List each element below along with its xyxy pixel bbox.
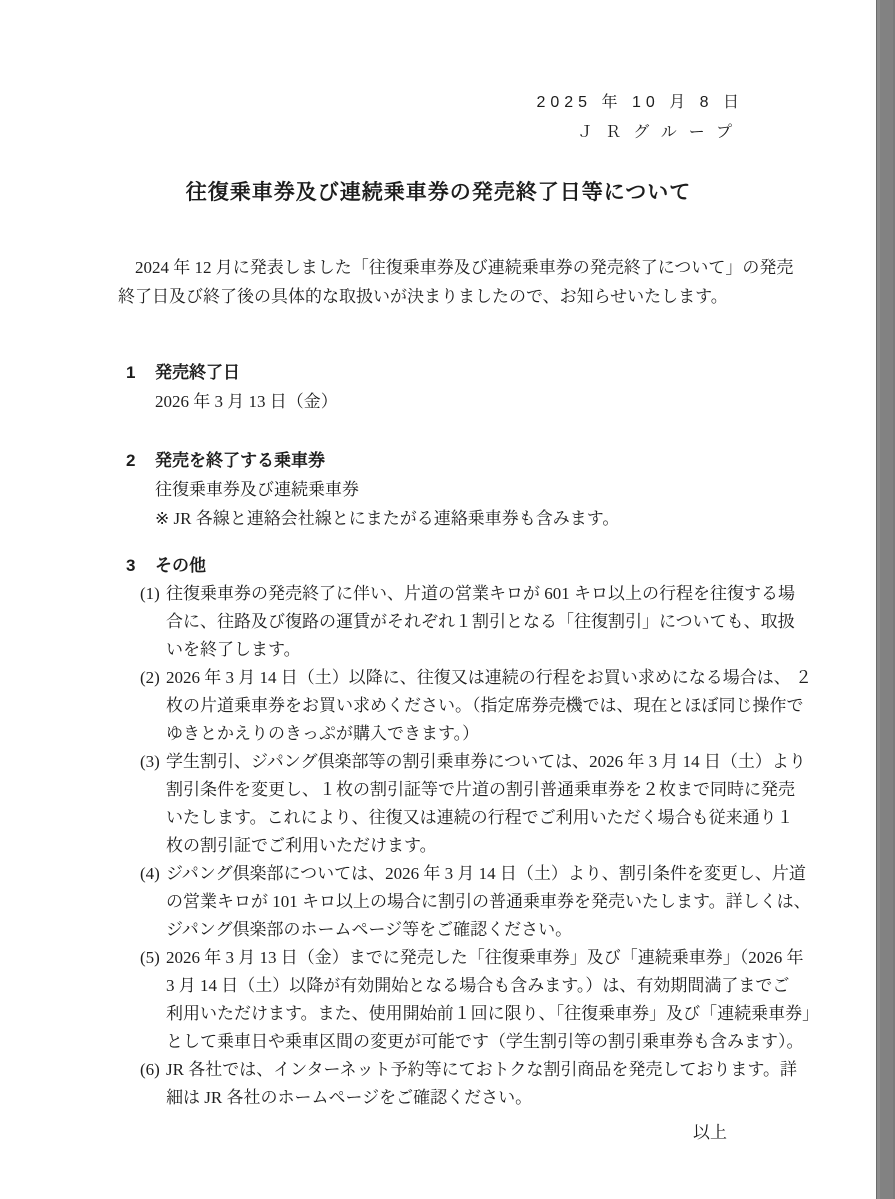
item-line: JR 各社では、インターネット予約等にておトクな割引商品を発売しております。詳 (166, 1060, 797, 1079)
list-item (140, 860, 877, 944)
item-line: 枚の片道乗車券をお買い求めください。（指定席券売機では、現在とほぼ同じ操作で (166, 696, 804, 715)
section-title: 発売終了日 (155, 363, 240, 382)
item-line: 細は JR 各社のホームページをご確認ください。 (166, 1088, 533, 1107)
item-line: 2026 年 3 月 14 日（土）以降に、往復又は連続の行程をお買い求めになる場合は、 ２ (166, 668, 812, 687)
item-line: として乗車日や乗車区間の変更が可能です（学生割引等の割引乗車券も含みます）。 (166, 1032, 804, 1051)
section-number: 3 (126, 556, 136, 575)
item-line: 3 月 14 日（土）以降が有効開始となる場合も含みます。）は、有効期間満了までご (166, 976, 790, 995)
item-number: (1) (140, 584, 160, 603)
document-header (0, 88, 877, 148)
section-1-heading (0, 358, 877, 387)
item-text (166, 664, 812, 748)
section-number: 2 (126, 451, 136, 470)
item-text (166, 748, 806, 860)
item-line: いを終了します。 (166, 640, 301, 659)
section-body-note: ※ JR 各線と連絡会社線とにまたがる連絡乗車券も含みます。 (155, 509, 620, 528)
page-title: 往復乗車券及び連続乗車券の発売終了日等について (185, 181, 692, 204)
list-item (140, 1056, 877, 1112)
item-text (166, 1056, 797, 1112)
section-title: その他 (155, 556, 206, 575)
item-text (166, 580, 795, 664)
item-line: 2026 年 3 月 13 日（金）までに発売した「往復乗車券」及び「連続乗車券」（2026 年 (166, 948, 804, 967)
section-title: 発売を終了する乗車券 (155, 451, 325, 470)
section-body-line: 往復乗車券及び連続乗車券 (155, 480, 359, 499)
item-text (166, 860, 811, 944)
list-item (140, 664, 877, 748)
section-3-items (0, 580, 877, 1112)
item-number: (3) (140, 752, 160, 771)
item-number: (6) (140, 1060, 160, 1079)
item-line: 利用いただけます。また、使用開始前１回に限り、「往復乗車券」及び「連続乗車券」 (166, 1004, 820, 1023)
section-2-heading (0, 446, 877, 475)
item-line: ゆきとかえりのきっぷが購入できます。） (166, 724, 480, 743)
intro-paragraph (0, 253, 877, 311)
item-line: いたします。これにより、往復又は連続の行程でご利用いただく場合も従来通り１ (166, 808, 794, 827)
list-item (140, 944, 877, 1056)
organization-name: ＪＲグループ (577, 124, 744, 141)
section-body-line: 2026 年 3 月 13 日（金） (155, 392, 338, 411)
list-item (140, 748, 877, 860)
item-line: 合に、往路及び復路の運賃がそれぞれ１割引となる「往復割引」についても、取扱 (166, 612, 795, 631)
item-text (166, 944, 819, 1056)
item-line: 割引条件を変更し、１枚の割引証等で片道の割引普通乗車券を２枚まで同時に発売 (166, 780, 795, 799)
scrollbar[interactable] (876, 0, 895, 1199)
item-line: 学生割引、ジパング倶楽部等の割引乗車券については、2026 年 3 月 14 日（土）より (166, 752, 806, 771)
release-date: 2025 年 10 月 8 日 (536, 94, 744, 111)
item-line: 枚の割引証でご利用いただけます。 (166, 836, 437, 855)
item-line: の営業キロが 101 キロ以上の場合に割引の普通乗車券を発売いたします。詳しくは、 (166, 892, 811, 911)
intro-line: 2024 年 12 月に発表しました「往復乗車券及び連続乗車券の発売終了について」の発売 (118, 258, 794, 277)
item-line: 往復乗車券の発売終了に伴い、片道の営業キロが 601 キロ以上の行程を往復する場 (166, 584, 795, 603)
list-item (140, 580, 877, 664)
item-number: (4) (140, 864, 160, 883)
item-number: (2) (140, 668, 160, 687)
section-3-heading (0, 551, 877, 580)
item-line: ジパング倶楽部については、2026 年 3 月 14 日（土）より、割引条件を変更し、片道 (166, 864, 806, 883)
section-1-body (0, 387, 877, 416)
section-2-body (0, 475, 877, 533)
item-number: (5) (140, 948, 160, 967)
section-number: 1 (126, 363, 136, 382)
intro-line: 終了日及び終了後の具体的な取扱いが決まりましたので、お知らせいたします。 (118, 287, 728, 306)
closing-word: 以上 (693, 1123, 727, 1142)
item-line: ジパング倶楽部のホームページ等をご確認ください。 (166, 920, 573, 939)
